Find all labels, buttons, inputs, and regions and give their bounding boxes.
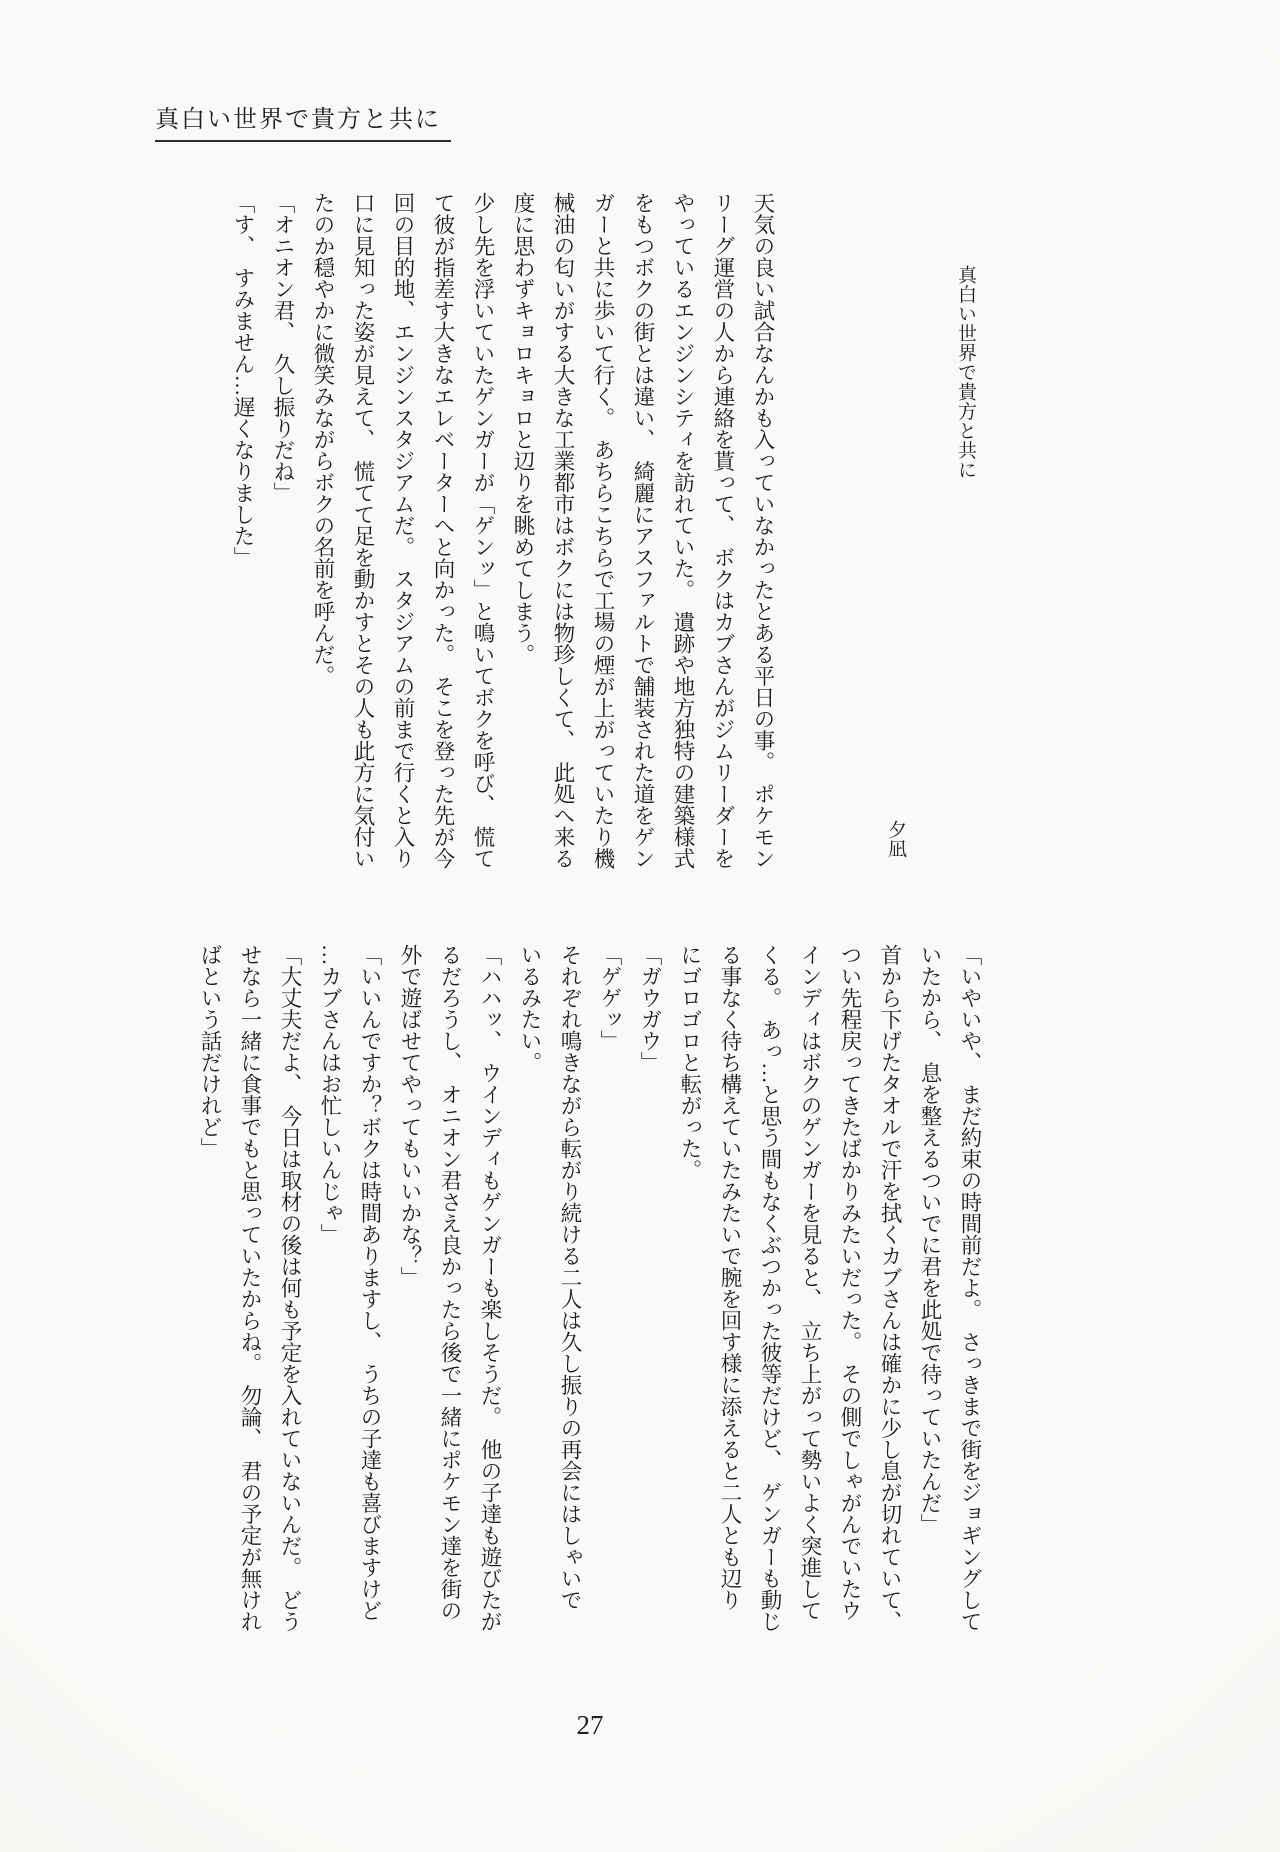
text-column: て彼が指差す大きなエレベーターへと向かった。 そこを登った先が今 <box>431 192 455 870</box>
text-column: 「オニオン君、 久し振りだね」 <box>271 192 295 504</box>
text-column: 「ハハッ、 ウインディもゲンガーも楽しそうだ。 他の子達も遊びたが <box>478 944 502 1632</box>
story-title: 真白い世界で貴方と共に <box>955 265 976 480</box>
text-column: 「ガウガウ」 <box>638 944 662 1073</box>
text-column: 「大丈夫だよ、 今日は取材の後は何も予定を入れていないんだ。 どう <box>278 944 302 1632</box>
text-column: いたから、 息を整えるついでに君を此処で待っていたんだ」 <box>918 944 942 1536</box>
story-text-part2 <box>190 944 990 1662</box>
page-number: 27 <box>576 1710 604 1740</box>
text-column: つい先程戻ってきたばかりみたいだった。 その側でしゃがんでいたウ <box>838 944 862 1622</box>
story-author: 夕凪 <box>885 820 906 858</box>
text-column: 「いいんですか？ボクは時間ありますし、 うちの子達も喜びますけど <box>358 944 382 1622</box>
text-column: にゴロゴロと転がった。 <box>678 944 702 1181</box>
text-column: をもつボクの街とは違い、 綺麗にアスファルトで舗装された道をゲン <box>631 192 655 870</box>
text-column: くる。 あっ…と思う間もなくぶつかった彼等だけど、 ゲンガーも動じ <box>758 944 782 1632</box>
text-column: 度に思わずキョロキョロと辺りを眺めてしまう。 <box>511 192 535 665</box>
text-column: インディはボクのゲンガーを見ると、 立ち上がって勢いよく突進して <box>798 944 822 1622</box>
text-column: 口に見知った姿が見えて、 慌てて足を動かすとその人も此方に気付い <box>351 192 375 870</box>
text-column: ガーと共に歩いて行く。 あちらこちらで工場の煙が上がっていたり機 <box>591 192 615 870</box>
story-text-part1 <box>223 192 783 892</box>
text-column: ばという話だけれど」 <box>198 944 222 1159</box>
text-column: 「ゲゲッ」 <box>598 944 622 1052</box>
text-column: 械油の匂いがする大きな工業都市はボクには物珍しくて、 此処へ来る <box>551 192 575 870</box>
text-column: 首から下げたタオルで汗を拭くカブさんは確かに少し息が切れていて、 <box>878 944 902 1632</box>
text-column: 「いやいや、 まだ約束の時間前だよ。 さっきまで街をジョギングして <box>958 944 982 1632</box>
text-column: 少し先を浮いていたゲンガーが「ゲンッ」と鳴いてボクを呼び、 慌て <box>471 192 495 870</box>
text-column: 天気の良い試合なんかも入っていなかったとある平日の事。 ポケモン <box>751 192 775 870</box>
text-column: それぞれ鳴きながら転がり続ける二人は久し振りの再会にはしゃいで <box>558 944 582 1611</box>
text-column: …カブさんはお忙しいんじゃ」 <box>318 944 342 1245</box>
text-column: たのか穏やかに微笑みながらボクの名前を呼んだ。 <box>311 192 335 687</box>
text-column: 「す、 すみません…遅くなりました」 <box>231 192 255 569</box>
text-column: る事なく待ち構えていたみたいで腕を回す様に添えると二人とも辺り <box>718 944 742 1611</box>
text-column: やっているエンジンシティを訪れていた。 遺跡や地方独特の建築様式 <box>671 192 695 870</box>
text-column: るだろうし、 オニオン君さえ良かったら後で一緒にポケモン達を街の <box>438 944 462 1622</box>
text-column: せなら一緒に食事でもと思っていたからね。 勿論、 君の予定が無けれ <box>238 944 262 1632</box>
text-column: リーグ運営の人から連絡を貰って、 ボクはカブさんがジムリーダーを <box>711 192 735 870</box>
text-column: いるみたい。 <box>518 944 542 1073</box>
text-column: 回の目的地、エンジンスタジアムだ。 スタジアムの前まで行くと入り <box>391 192 415 870</box>
running-header: 真白い世界で貴方と共に <box>155 99 451 142</box>
text-column: 外で遊ばせてやってもいいかな？」 <box>398 944 422 1288</box>
